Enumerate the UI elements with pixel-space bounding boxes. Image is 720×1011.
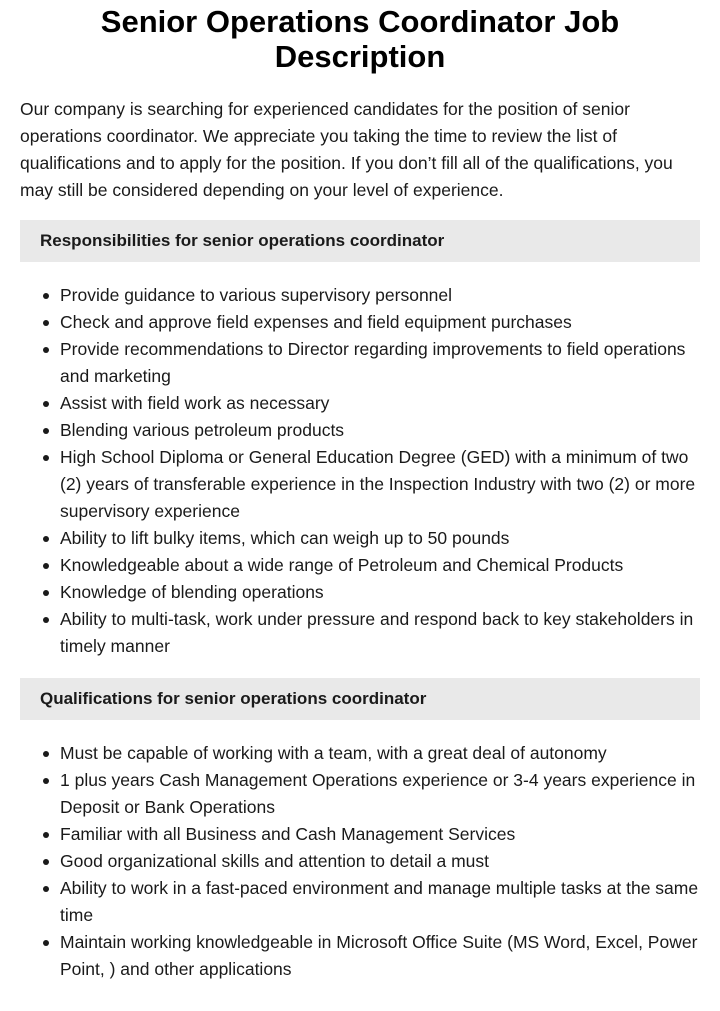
list-item: Provide recommendations to Director regarding improvements to field operations and marketing: [60, 336, 700, 390]
list-item: Provide guidance to various supervisory personnel: [60, 282, 700, 309]
qualifications-list: [20, 740, 700, 983]
list-item: Maintain working knowledgeable in Microsoft Office Suite (MS Word, Excel, Power Point, ) and other applications: [60, 929, 700, 983]
responsibilities-heading: [20, 220, 700, 262]
list-item: Knowledgeable about a wide range of Petroleum and Chemical Products: [60, 552, 700, 579]
list-item: Assist with field work as necessary: [60, 390, 700, 417]
list-item: Blending various petroleum products: [60, 417, 700, 444]
list-item: Good organizational skills and attention to detail a must: [60, 848, 700, 875]
list-item: Knowledge of blending operations: [60, 579, 700, 606]
qualifications-heading-text: Qualifications for senior operations coordinator: [40, 689, 427, 708]
list-item: Must be capable of working with a team, with a great deal of autonomy: [60, 740, 700, 767]
list-item: High School Diploma or General Education Degree (GED) with a minimum of two (2) years of transferable experience in the Inspection Industry with two (2) or more supervisory experience: [60, 444, 700, 525]
list-item: Familiar with all Business and Cash Management Services: [60, 821, 700, 848]
list-item: Ability to lift bulky items, which can weigh up to 50 pounds: [60, 525, 700, 552]
responsibilities-list: [20, 282, 700, 660]
intro-paragraph: Our company is searching for experienced candidates for the position of senior operations coordinator. We appreciate you taking the time to review the list of qualifications and to apply for the position. If you don’t fill all of the qualifications, you may still be considered depending on your level of experience.: [20, 99, 673, 200]
qualifications-heading: [20, 678, 700, 720]
list-item: Ability to multi-task, work under pressure and respond back to key stakeholders in timely manner: [60, 606, 700, 660]
list-item: Ability to work in a fast-paced environment and manage multiple tasks at the same time: [60, 875, 700, 929]
responsibilities-heading-text: Responsibilities for senior operations coordinator: [40, 231, 445, 250]
list-item: 1 plus years Cash Management Operations experience or 3-4 years experience in Deposit or Bank Operations: [60, 767, 700, 821]
list-item: Check and approve field expenses and field equipment purchases: [60, 309, 700, 336]
page-title: Senior Operations Coordinator Job Description: [100, 4, 620, 74]
